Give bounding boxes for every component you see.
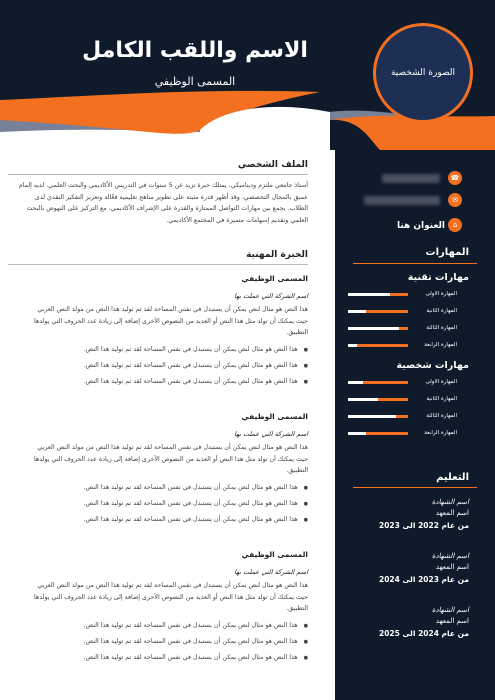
education-institution: اسم المعهد	[435, 509, 469, 517]
profile-line: العلمي وتقديم إسهامات متميزة في المجتمع الأكاديمي.	[166, 216, 308, 224]
company-name: اسم الشركة التي عملت بها	[234, 292, 308, 300]
skill-label: المهارة الاولى	[425, 291, 457, 297]
education-years: من عام 2023 الى 2024	[378, 575, 469, 584]
job-bullet: ● هذا النص هو مثال لنص يمكن أن يستبدل في نفس المساحة لقد تم توليد هذا النص.	[58, 654, 308, 661]
job-description-line: التطبيق.	[286, 467, 308, 474]
profile-photo	[373, 23, 473, 123]
job-bullet: ● هذا النص هو مثال لنص يمكن أن يستبدل في نفس المساحة لقد تم توليد هذا النص.	[58, 638, 308, 645]
skill-bar	[348, 381, 408, 384]
skills-heading: المهارات	[425, 247, 469, 258]
job-bullet: ● هذا النص هو مثال لنص يمكن أن يستبدل في نفس المساحة لقد تم توليد هذا النص.	[58, 378, 308, 385]
skill-bar-fill	[348, 293, 390, 296]
education-degree: اسم الشهادة	[431, 552, 469, 560]
job-description-line: هذا النص هو مثال لنص يمكن أن يستبدل في نفس المساحة لقد تم توليد هذا النص من مولد النص العربي	[37, 582, 308, 589]
job-bullet: ● هذا النص هو مثال لنص يمكن أن يستبدل في نفس المساحة لقد تم توليد هذا النص.	[58, 362, 308, 369]
skill-label: المهارة الاولى	[425, 379, 457, 385]
skill-bar	[348, 344, 408, 347]
skill-bar-fill	[348, 381, 363, 384]
personal-skills-heading: مهارات شخصية	[396, 360, 469, 371]
job-title: المسمى الوظيفي	[241, 550, 308, 559]
email-icon: ✉	[448, 193, 462, 207]
skill-label: المهارة الثانية	[426, 308, 457, 314]
profile-line: أستاذ جامعي ملتزم وديناميكي، يمتلك خبرة تزيد عن 5 سنوات في التدريس الأكاديمي والبحث العلمي. لديه إلمام	[18, 182, 308, 189]
education-rule	[353, 487, 477, 488]
skill-label: المهارة الثانية	[426, 396, 457, 402]
job-description-line: هذا النص هو مثال لنص يمكن أن يستبدل في نفس المساحة لقد تم توليد هذا النص من مولد النص العربي	[37, 306, 308, 313]
experience-rule	[8, 264, 308, 265]
job-description-line: حيث يمكنك أن تولد مثل هذا النص أو العديد من النصوص الأخرى إضافة إلى زيادة عدد الحروف التي يولدها	[33, 455, 308, 463]
skill-bar	[348, 310, 408, 313]
skill-bar-fill	[348, 310, 366, 313]
address-text: العنوان هنا	[396, 221, 445, 231]
phone-icon: ☎	[448, 171, 462, 185]
education-degree: اسم الشهادة	[431, 498, 469, 506]
profile-heading: الملف الشخصي	[237, 160, 308, 170]
profile-text	[10, 180, 308, 226]
job-title: المسمى الوظيفي	[241, 274, 308, 283]
job-bullet: ● هذا النص هو مثال لنص يمكن أن يستبدل في نفس المساحة لقد تم توليد هذا النص.	[58, 500, 308, 507]
profile-line: الطلاب. يجمع بين مهارات التواصل الممتازة والقدرة على الإشراف الأكاديمي، مع التركيز على النهوض بالبحث	[26, 205, 308, 212]
header-job-title: المسمى الوظيفي	[154, 75, 236, 88]
education-years: من عام 2024 الى 2025	[378, 629, 469, 638]
job-description-line: التطبيق.	[286, 605, 308, 612]
job-description-line: التطبيق.	[286, 329, 308, 336]
skills-rule	[353, 263, 477, 264]
job-description-line: هذا النص هو مثال لنص يمكن أن يستبدل في نفس المساحة لقد تم توليد هذا النص من مولد النص العربي	[37, 444, 308, 451]
education-years: من عام 2022 الى 2023	[378, 521, 469, 530]
skill-label: المهارة الرابعة	[424, 342, 457, 348]
job-description	[10, 580, 308, 615]
education-item	[359, 606, 469, 638]
job-bullet: ● هذا النص هو مثال لنص يمكن أن يستبدل في نفس المساحة لقد تم توليد هذا النص.	[58, 484, 308, 491]
skill-bar	[348, 398, 408, 401]
education-degree: اسم الشهادة	[431, 606, 469, 614]
job-bullet: ● هذا النص هو مثال لنص يمكن أن يستبدل في نفس المساحة لقد تم توليد هذا النص.	[58, 622, 308, 629]
profile-line: عميق بالمجال التخصصي، وقد أظهر قدرة مثبتة على تطوير مناهج تعليمية فعّالة وتعزيز التفكير النقدي لدى	[34, 193, 308, 201]
skill-bar-fill	[348, 432, 366, 435]
skill-bar	[348, 327, 408, 330]
full-name: الاسم واللقب الكامل	[82, 38, 308, 63]
job-title: المسمى الوظيفي	[241, 412, 308, 421]
education-item	[359, 498, 469, 530]
main-content	[0, 150, 335, 700]
education-item	[359, 552, 469, 584]
phone-number-redacted	[382, 174, 440, 183]
technical-skills-heading: مهارات تقنية	[407, 272, 469, 283]
job-bullet: ● هذا النص هو مثال لنص يمكن أن يستبدل في نفس المساحة لقد تم توليد هذا النص.	[58, 346, 308, 353]
education-institution: اسم المعهد	[435, 617, 469, 625]
job-description-line: حيث يمكنك أن تولد مثل هذا النص أو العديد من النصوص الأخرى إضافة إلى زيادة عدد الحروف التي يولدها	[33, 317, 308, 325]
education-institution: اسم المعهد	[435, 563, 469, 571]
company-name: اسم الشركة التي عملت بها	[234, 430, 308, 438]
skill-bar-fill	[348, 398, 378, 401]
job-description-line: حيث يمكنك أن تولد مثل هذا النص أو العديد من النصوص الأخرى إضافة إلى زيادة عدد الحروف التي يولدها	[33, 593, 308, 601]
profile-photo-label: الصورة الشخصية	[390, 67, 456, 78]
job-description	[10, 304, 308, 339]
skill-bar-fill	[348, 344, 357, 347]
profile-rule	[8, 174, 308, 175]
skill-label: المهارة الثالثة	[426, 325, 457, 331]
skill-bar	[348, 432, 408, 435]
skill-bar-fill	[348, 327, 399, 330]
job-description	[10, 442, 308, 477]
home-icon: ⌂	[448, 218, 462, 232]
resume-header	[0, 0, 495, 150]
education-heading: التعليم	[436, 472, 469, 483]
skill-label: المهارة الرابعة	[424, 430, 457, 436]
job-bullet: ● هذا النص هو مثال لنص يمكن أن يستبدل في نفس المساحة لقد تم توليد هذا النص.	[58, 516, 308, 523]
skill-bar	[348, 415, 408, 418]
company-name: اسم الشركة التي عملت بها	[234, 568, 308, 576]
skill-label: المهارة الثالثة	[426, 413, 457, 419]
skill-bar-fill	[348, 415, 396, 418]
sidebar	[335, 150, 495, 700]
skill-bar	[348, 293, 408, 296]
experience-heading: الخبرة المهنية	[246, 250, 308, 260]
email-redacted	[364, 196, 440, 205]
